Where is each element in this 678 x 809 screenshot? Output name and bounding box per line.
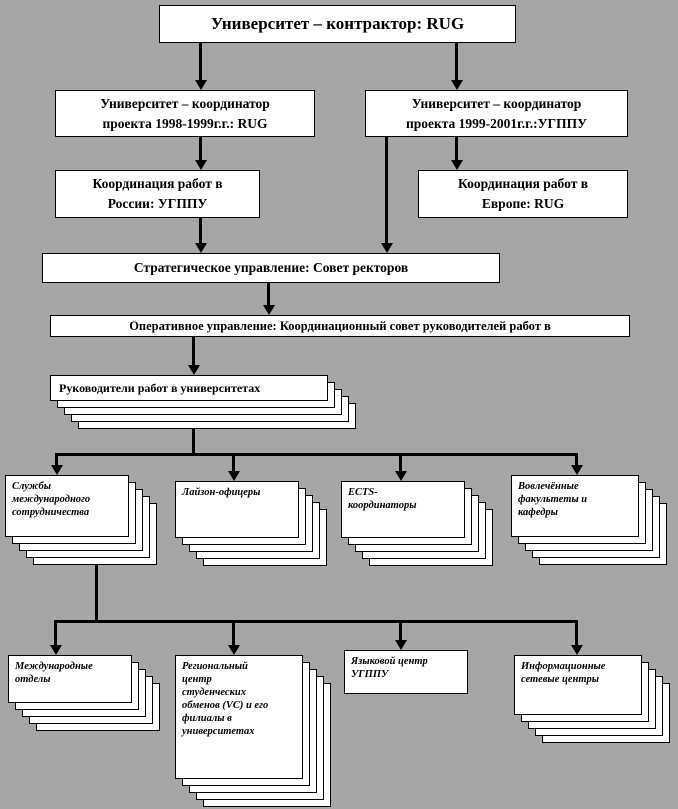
arrow-branch2-to-info-centers (575, 620, 578, 646)
node-coordination-europe-label: Координация работ в Европе: RUG (457, 176, 589, 211)
node-strategic-management-label: Стратегическое управление: Совет ректоров (133, 260, 409, 275)
arrow-contractor-to-coordinator-1998 (199, 43, 202, 81)
arrow-branch2-to-intl-departments (54, 620, 57, 646)
node-operative-management-label: Оперативное управление: Координационный совет руководителей работ в (129, 318, 551, 333)
node-coordination-russia-label: Координация работ в России: УГППУ (92, 176, 223, 211)
node-intl-departments-box (8, 655, 132, 703)
node-liaison-officers (175, 481, 299, 538)
node-liaison-officers-label: Лайзон-офицеры (182, 487, 261, 498)
arrow-strategic-to-operative (267, 283, 270, 306)
node-regional-center-box (175, 655, 303, 779)
node-involved-faculties (511, 475, 639, 537)
node-coordinator-1999-label: Университет – координатор проекта 1999-2001г.г.:УГППУ (405, 95, 588, 131)
node-operative-management (50, 315, 630, 337)
node-strategic-management (42, 253, 500, 283)
node-language-center (344, 650, 468, 694)
arrow-branch1-to-ects (399, 453, 402, 472)
arrow-operative-to-work-leaders (192, 337, 195, 366)
arrow-russia-to-strategic (199, 218, 202, 244)
node-coordination-russia (55, 170, 260, 218)
arrow-coordinator-1998-to-russia (199, 137, 202, 161)
arrow-branch2-to-language-center (399, 620, 402, 641)
node-intl-services-label: Службы международного сотрудничества (12, 481, 91, 518)
node-info-centers-label: Информационные сетевые центры (521, 661, 606, 685)
connector-branch1 (55, 453, 578, 456)
node-ects-coordinators-box (341, 481, 465, 538)
node-intl-services-box (5, 475, 129, 537)
connector-branch2 (54, 620, 578, 623)
node-university-contractor (159, 5, 516, 43)
node-info-centers (514, 655, 642, 715)
node-work-leaders-label: Руководители работ в университетах (59, 380, 261, 395)
node-ects-coordinators (341, 481, 465, 538)
node-regional-center-label: Региональный центр студенческих обменов (VC) и его филиалы в университетах (182, 661, 269, 737)
node-work-leaders (50, 375, 328, 401)
node-intl-departments-label: Международные отделы (15, 661, 93, 685)
node-coordinator-1999 (365, 90, 628, 137)
node-coordinator-1998-label: Университет – координатор проекта 1998-1999г.г.: RUG (100, 95, 270, 131)
node-intl-departments (8, 655, 132, 703)
arrow-branch1-to-faculties (575, 453, 578, 466)
connector-leaders-down (192, 429, 195, 455)
arrow-branch1-to-liaison (232, 453, 235, 472)
arrow-branch2-to-regional-center (232, 620, 235, 646)
arrow-coordinator-1999-to-europe (455, 137, 458, 161)
node-involved-faculties-label: Вовлечённые факультеты и кафедры (518, 481, 588, 518)
node-language-center-label: Языковой центр УГППУ (351, 656, 428, 680)
arrow-branch1-to-intl-services (55, 453, 58, 466)
connector-intl-services-down (95, 565, 98, 622)
node-liaison-officers-box (175, 481, 299, 538)
node-info-centers-box (514, 655, 642, 715)
node-coordination-europe (418, 170, 628, 218)
arrow-contractor-to-coordinator-1999 (455, 43, 458, 81)
node-intl-services (5, 475, 129, 537)
arrow-coordinator-1999-to-strategic (385, 137, 388, 244)
node-coordinator-1998 (55, 90, 315, 137)
node-involved-faculties-box (511, 475, 639, 537)
node-regional-center (175, 655, 303, 779)
node-ects-coordinators-label: ECTS- координаторы (348, 487, 417, 511)
node-work-leaders-box (50, 375, 328, 401)
node-university-contractor-label: Университет – контрактор: RUG (210, 14, 465, 33)
